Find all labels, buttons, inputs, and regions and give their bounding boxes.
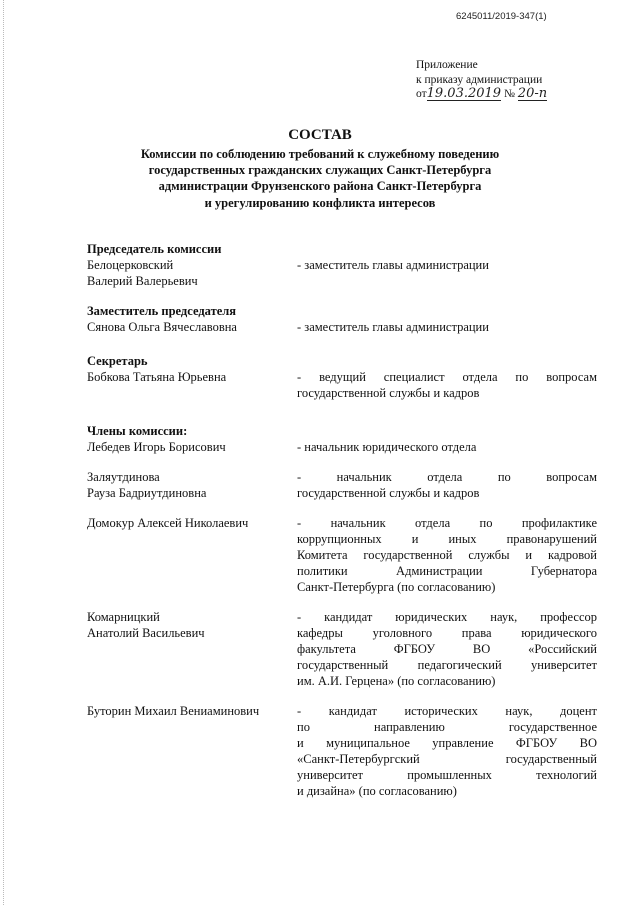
document-number: 6245011/2019-347(1) <box>456 11 547 22</box>
chairman-name <box>87 257 297 289</box>
member-role <box>297 469 597 501</box>
role-line: государственной службы и кадров <box>297 386 480 400</box>
chairman-role <box>297 257 597 289</box>
member-name <box>87 703 297 799</box>
appendix-number: 20-п <box>517 86 548 101</box>
member-row <box>87 703 597 799</box>
role-line: и муниципальное управление ФГБОУ ВО <box>297 736 597 750</box>
member-name <box>87 469 297 501</box>
secretary-row <box>87 369 597 401</box>
member-row <box>87 439 597 455</box>
member-role <box>297 609 597 689</box>
secretary-name: Бобкова Татьяна Юрьевна <box>87 370 227 384</box>
member-row <box>87 469 597 501</box>
secretary-role <box>297 369 597 401</box>
name-line: Белоцерковский <box>87 258 174 272</box>
deputy-heading: Заместитель председателя <box>87 304 237 318</box>
member-row <box>87 515 597 595</box>
appendix-line2: к приказу администрации <box>416 73 543 86</box>
member-role <box>297 703 597 799</box>
commission-list <box>87 241 597 799</box>
role-line: - начальник юридического отдела <box>297 440 477 454</box>
member-name <box>87 609 297 689</box>
name-line: Рауза Бадриутдиновна <box>87 486 207 500</box>
deputy-role <box>297 319 597 335</box>
role-line: - кандидат юридических наук, профессор <box>297 610 597 624</box>
role-line: - ведущий специалист отдела по вопросам <box>297 370 597 384</box>
deputy-name: Сянова Ольга Вячеславовна <box>87 320 237 334</box>
role-line: факультета ФГБОУ ВО «Российский <box>297 642 597 656</box>
name-line: Лебедев Игорь Борисович <box>87 440 226 454</box>
role-line: и дизайна» (по согласованию) <box>297 784 457 798</box>
appendix-line1: Приложение <box>416 59 478 71</box>
name-line: Заляутдинова <box>87 470 160 484</box>
name-line: Анатолий Васильевич <box>87 626 205 640</box>
subtitle-line: администрации Фрунзенского района Санкт-Петербурга <box>158 179 482 194</box>
name-line: Валерий Валерьевич <box>87 274 198 288</box>
appendix-number-prefix: № <box>503 88 515 100</box>
subtitle-line: Комиссии по соблюдению требований к служебному поведению <box>140 147 500 161</box>
role-line: государственной службы и кадров <box>297 486 480 500</box>
name-line: Буторин Михаил Вениаминович <box>87 704 260 718</box>
member-role <box>297 439 597 455</box>
role-line: политики Администрации Губернатора <box>297 564 597 578</box>
role-line: университет промышленных технологий <box>297 768 597 782</box>
member-row <box>87 609 597 689</box>
secretary-heading: Секретарь <box>87 354 148 368</box>
role-line: - начальник отдела по профилактике <box>297 516 597 530</box>
role-line: - кандидат исторических наук, доцент <box>297 704 597 718</box>
member-name <box>87 439 297 455</box>
chairman-row <box>87 257 597 289</box>
members-heading: Члены комиссии: <box>87 424 188 438</box>
role-line: кафедры уголовного права юридического <box>297 626 597 640</box>
appendix-date: 19.03.2019 <box>426 86 502 101</box>
appendix-date-line <box>416 87 547 102</box>
role-line: - заместитель главы администрации <box>297 320 489 334</box>
deputy-row <box>87 319 597 335</box>
document-subtitle <box>0 146 640 211</box>
role-line: Комитета государственной службы и кадровой <box>297 548 597 562</box>
document-title: СОСТАВ <box>288 127 352 143</box>
name-line: Домокур Алексей Николаевич <box>87 516 249 530</box>
appendix-from-prefix: от <box>416 88 427 100</box>
chairman-heading: Председатель комиссии <box>87 242 222 256</box>
role-line: «Санкт-Петербургский государственный <box>297 752 597 766</box>
subtitle-line: государственных гражданских служащих Санкт-Петербурга <box>148 163 492 178</box>
role-line: по направлению государственное <box>297 720 597 734</box>
role-line: - начальник отдела по вопросам <box>297 470 597 484</box>
subtitle-line: и урегулированию конфликта интересов <box>204 195 436 210</box>
role-line: Санкт-Петербурга (по согласованию) <box>297 580 496 594</box>
member-role <box>297 515 597 595</box>
appendix-block <box>416 58 547 102</box>
name-line: Комарницкий <box>87 610 160 624</box>
role-line: коррупционных и иных правонарушений <box>297 532 597 546</box>
role-line: им. А.И. Герцена» (по согласованию) <box>297 674 496 688</box>
member-name <box>87 515 297 595</box>
role-line: государственный педагогический университет <box>297 658 597 672</box>
role-line: - заместитель главы администрации <box>297 258 489 272</box>
